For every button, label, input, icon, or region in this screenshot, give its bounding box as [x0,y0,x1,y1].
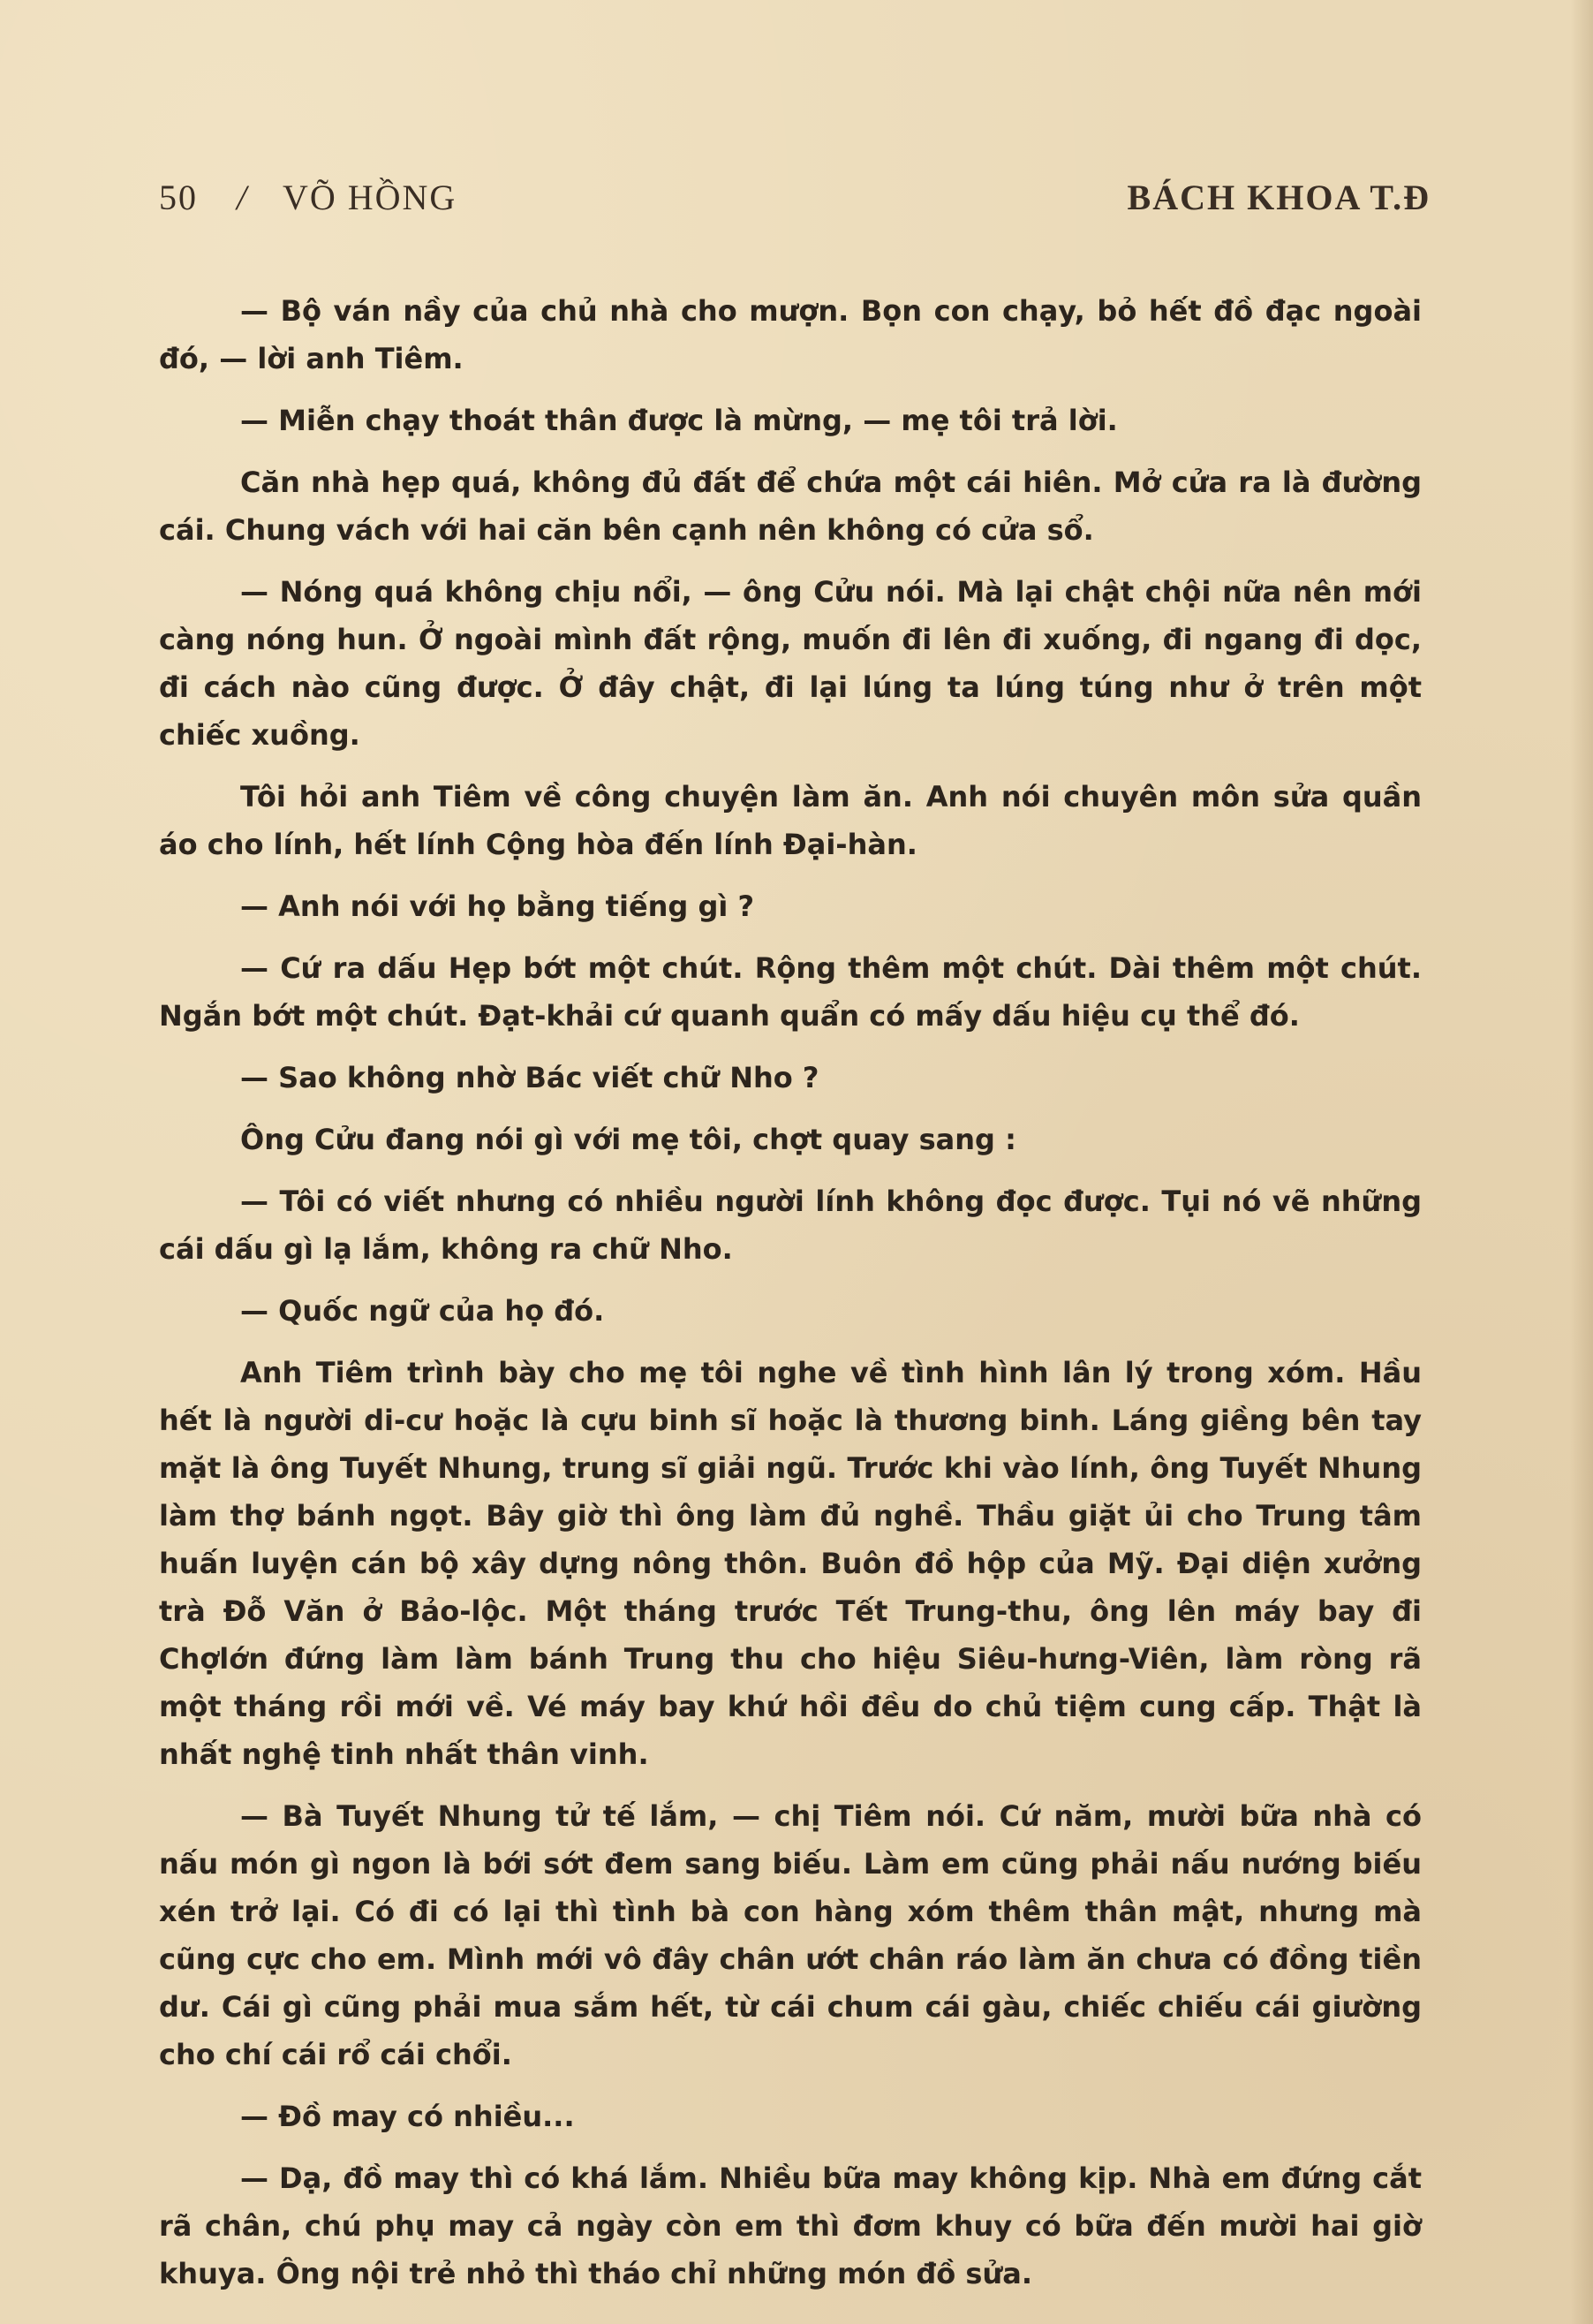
paragraph: — Bộ ván nầy của chủ nhà cho mượn. Bọn con chạy, bỏ hết đồ đạc ngoài đó, — lời anh Tiêm. [159,294,1422,375]
paragraph: Anh Tiêm trình bày cho mẹ tôi nghe về tình hình lân lý trong xóm. Hầu hết là người di-cư hoặc là cựu binh sĩ hoặc là thương binh. Láng giềng bên tay mặt là ông Tuyết Nhung, trung sĩ giải ngũ. Trước khi vào lính, ông Tuyết Nhung làm thợ bánh ngọt. Bây giờ thì ông làm đủ nghề. Thầu giặt ủi cho Trung tâm huấn luyện cán bộ xây dựng nông thôn. Buôn đồ hộp của Mỹ. Đại diện xưởng trà Đỗ Văn ở Bảo-lộc. Một tháng trước Tết Trung-thu, ông lên máy bay đi Chợlớn đứng làm làm bánh Trung thu cho hiệu Siêu-hưng-Viên, làm ròng rã một tháng rồi mới về. Vé máy bay khứ hồi đều do chủ tiệm cung cấp. Thật là nhất nghệ tinh nhất thân vinh. [159,1356,1422,1771]
body-text [159,287,1422,2312]
paragraph: — Sao không nhờ Bác viết chữ Nho ? [240,1061,819,1094]
paragraph: — Anh nói với họ bằng tiếng gì ? [240,889,755,923]
page-number: 50 [159,178,198,217]
paragraph: — Dạ, đồ may thì có khá lắm. Nhiều bữa may không kịp. Nhà em đứng cắt rã chân, chú phụ may cả ngày còn em thì đơm khuy có bữa đến mười hai giờ khuya. Ông nội trẻ nhỏ thì tháo chỉ những món đồ sửa. [159,2161,1422,2290]
header-separator: / [237,178,249,217]
paragraph: — Miễn chạy thoát thân được là mừng, — mẹ tôi trả lời. [240,404,1118,437]
running-header [159,177,1431,230]
page-edge-shadow [1570,0,1593,2324]
journal-name: BÁCH KHOA T.Đ [1127,178,1431,217]
paragraph: Ông Cửu đang nói gì với mẹ tôi, chợt quay sang : [240,1123,1016,1156]
author-name: VÕ HỒNG [283,178,457,217]
paragraph: — Nóng quá không chịu nổi, — ông Cửu nói. Mà lại chật chội nữa nên mới càng nóng hun. Ở ngoài mình đất rộng, muốn đi lên đi xuống, đi ngang đi dọc, đi cách nào cũng được. Ở đây chật, đi lại lúng ta lúng túng như ở trên một chiếc xuồng. [159,575,1422,752]
paragraph: Căn nhà hẹp quá, không đủ đất để chứa một cái hiên. Mở cửa ra là đường cái. Chung vách với hai căn bên cạnh nên không có cửa sổ. [159,466,1422,547]
paragraph: Tôi hỏi anh Tiêm về công chuyện làm ăn. Anh nói chuyên môn sửa quần áo cho lính, hết lính Cộng hòa đến lính Đại-hàn. [159,780,1422,861]
paragraph: — Quốc ngữ của họ đó. [240,1294,605,1328]
paragraph: — Tôi có viết nhưng có nhiều người lính không đọc được. Tụi nó vẽ những cái dấu gì lạ lắm, không ra chữ Nho. [159,1185,1422,1266]
paragraph: — Cứ ra dấu Hẹp bớt một chút. Rộng thêm một chút. Dài thêm một chút. Ngắn bớt một chút. Đạt-khải cứ quanh quẩn có mấy dấu hiệu cụ thể đó. [159,951,1422,1033]
paragraph: — Đồ may có nhiều... [240,2100,575,2133]
paragraph: — Bà Tuyết Nhung tử tế lắm, — chị Tiêm nói. Cứ năm, mười bữa nhà có nấu món gì ngon là bới sớt đem sang biếu. Làm em cũng phải nấu nướng biếu xén trở lại. Có đi có lại thì tình bà con hàng xóm thêm thân mật, nhưng mà cũng cực cho em. Mình mới vô đây chân ướt chân ráo làm ăn chưa có đồng tiền dư. Cái gì cũng phải mua sắm hết, từ cái chum cái gàu, chiếc chiếu cái giường cho chí cái rổ cái chổi. [159,1799,1422,2071]
